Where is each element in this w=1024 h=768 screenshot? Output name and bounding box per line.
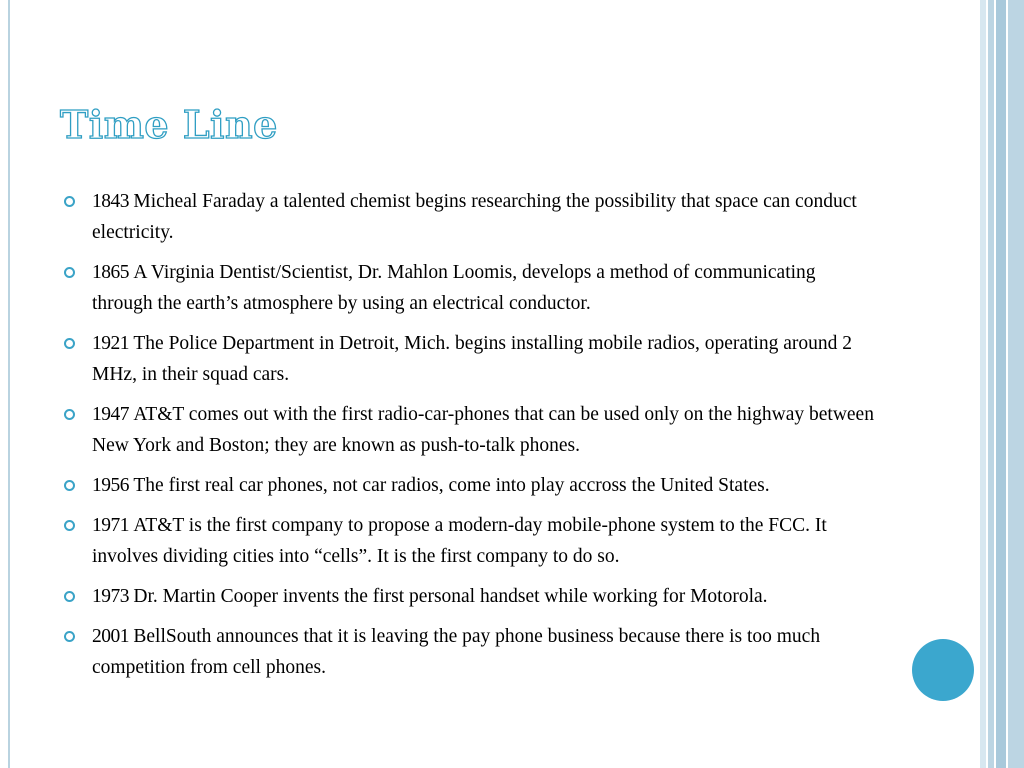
entry-text: The first real car phones, not car radios, come into play accross the United States. [133, 475, 770, 496]
stripe [996, 0, 1006, 768]
entry-year: 1973 [92, 586, 134, 607]
bullet-icon [64, 338, 75, 349]
timeline-entry-2001 [64, 621, 874, 683]
entry-year: 1843 [92, 191, 134, 212]
timeline-list [64, 186, 874, 692]
timeline-entry-1947 [64, 399, 874, 461]
timeline-entry-1865 [64, 257, 874, 319]
bullet-icon [64, 591, 75, 602]
bullet-icon [64, 196, 75, 207]
entry-text: BellSouth announces that it is leaving the pay phone business because there is too much competition from cell phones. [92, 626, 821, 678]
bullet-icon [64, 267, 75, 278]
bullet-icon [64, 520, 75, 531]
right-decorative-stripes [980, 0, 1024, 768]
bullet-icon [64, 631, 75, 642]
timeline-entry-1843 [64, 186, 874, 248]
bullet-icon [64, 409, 75, 420]
slide-title: Time Line [60, 102, 278, 147]
entry-text: A Virginia Dentist/Scientist, Dr. Mahlon Loomis, develops a method of communicating through the earth’s atmosphere by using an electrical conductor. [92, 262, 816, 314]
stripe [1008, 0, 1024, 768]
entry-year: 1956 [92, 475, 134, 496]
timeline-entry-1956 [64, 470, 874, 501]
timeline-entry-1921 [64, 328, 874, 390]
entry-text: Dr. Martin Cooper invents the first personal handset while working for Motorola. [133, 586, 768, 607]
entry-text: Micheal Faraday a talented chemist begins researching the possibility that space can conduct electricity. [92, 191, 857, 243]
timeline-entry-1973 [64, 581, 874, 612]
decorative-circle [912, 639, 974, 701]
entry-year: 1921 [92, 333, 134, 354]
entry-year: 1971 [92, 515, 134, 536]
left-border-line [8, 0, 10, 768]
timeline-entry-1971 [64, 510, 874, 572]
entry-year: 1865 [92, 262, 134, 283]
bullet-icon [64, 480, 75, 491]
entry-year: 2001 [92, 626, 134, 647]
entry-text: The Police Department in Detroit, Mich. begins installing mobile radios, operating around 2 MHz, in their squad cars. [92, 333, 853, 385]
entry-text: AT&T comes out with the first radio-car-phones that can be used only on the highway between New York and Boston; they are known as push-to-talk phones. [92, 404, 874, 456]
entry-year: 1947 [92, 404, 134, 425]
entry-text: AT&T is the first company to propose a modern-day mobile-phone system to the FCC. It involves dividing cities into “cells”. It is the first company to do so. [92, 515, 827, 567]
